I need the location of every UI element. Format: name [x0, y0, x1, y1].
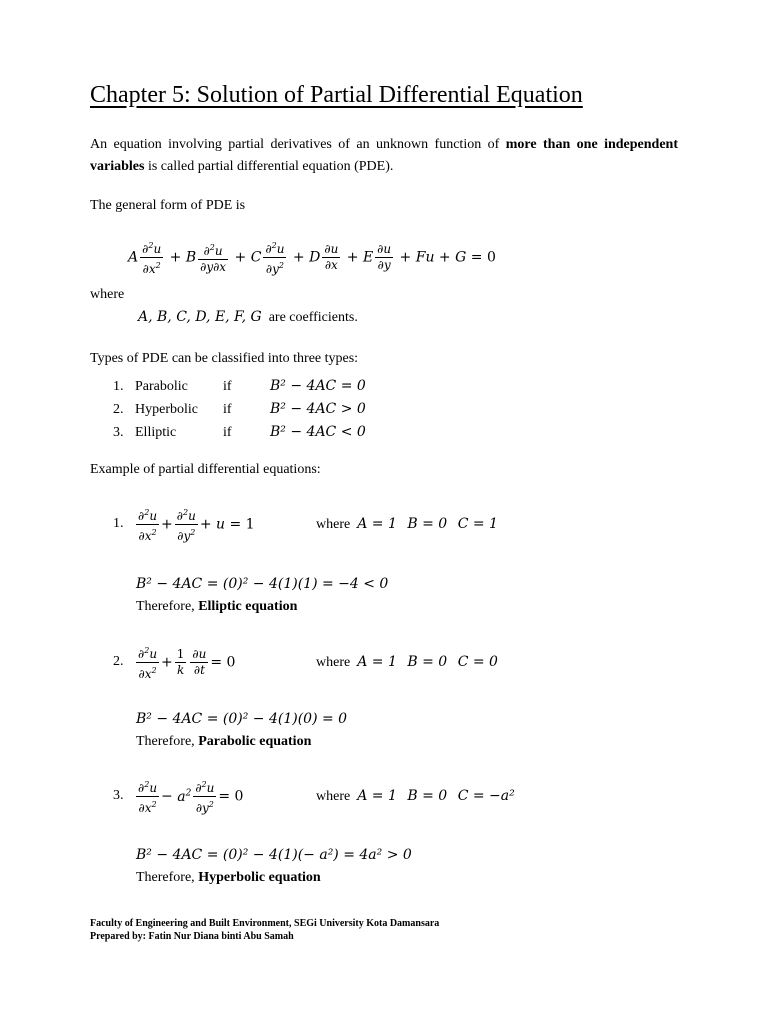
type-condition: B² − 4AC > 0	[270, 401, 366, 417]
general-form-equation: A $\frac{\partial^2u}{\partial x^2}$ + B $\frac{\partial^2u}{\partial y\partial x}$ + C $\frac{\partial^2u}{\partial y^2}$ + D $\frac{\partial u}{\partial x}$ + E $\frac{\partial u}{\partial y}$ + Fu + G = 0	[128, 238, 496, 277]
example-where: where A = 1 B = 0 C = 0	[316, 654, 498, 670]
examples-intro: Example of partial differential equations:	[90, 462, 321, 477]
example-equation: $\frac{\partial^2u}{\partial x^2}$ + $\frac{\partial^2u}{\partial y^2}$ + u = 1	[134, 505, 255, 544]
example-conclusion: Therefore, Hyperbolic equation	[136, 870, 321, 885]
footer-faculty: Faculty of Engineering and Built Environment, SEGi University Kota Damansara	[90, 918, 440, 929]
page-title: Chapter 5: Solution of Partial Differential Equation	[90, 82, 583, 108]
example-where: where A = 1 B = 0 C = 1	[316, 516, 498, 532]
intro-text: An equation involving partial derivatives of an unknown function of	[90, 137, 506, 152]
example-equation: $\frac{\partial^2u}{\partial x^2}$ + $\frac{1}{k}$ $\frac{\partial u}{\partial t}$ = 0	[134, 643, 235, 682]
example-discriminant: B² − 4AC = (0)² − 4(1)(1) = −4 < 0	[136, 576, 389, 592]
example-discriminant: B² − 4AC = (0)² − 4(1)(− a²) = 4a² > 0	[136, 847, 412, 863]
where-label: where	[90, 287, 125, 302]
example-where: where A = 1 B = 0 C = −a²	[316, 788, 515, 804]
intro-text-end: is called partial differential equation (PDE).	[144, 159, 394, 174]
footer-author: Prepared by: Fatin Nur Diana binti Abu Samah	[90, 931, 294, 942]
example-discriminant: B² − 4AC = (0)² − 4(1)(0) = 0	[136, 711, 348, 727]
example-number: 3.	[113, 788, 124, 803]
type-item: 1. Parabolic if B² − 4AC = 0	[113, 378, 366, 394]
example-conclusion: Therefore, Elliptic equation	[136, 599, 298, 614]
types-intro: Types of PDE can be classified into three types:	[90, 351, 359, 366]
example-equation: $\frac{\partial^2u}{\partial x^2}$ − $a^2$ $\frac{\partial^2u}{\partial y^2}$ = 0	[134, 777, 243, 816]
types-list	[113, 375, 366, 444]
general-form-label: The general form of PDE is	[90, 198, 246, 213]
type-item: 3. Elliptic if B² − 4AC < 0	[113, 424, 366, 440]
coefficients-line	[138, 309, 358, 326]
example-conclusion: Therefore, Parabolic equation	[136, 734, 312, 749]
coefficients-text: are coefficients.	[268, 310, 358, 325]
example-number: 1.	[113, 516, 124, 531]
type-condition: B² − 4AC < 0	[270, 424, 366, 440]
type-item: 2. Hyperbolic if B² − 4AC > 0	[113, 401, 366, 417]
coefficients-vars: A, B, C, D, E, F, G	[138, 309, 262, 325]
intro-paragraph	[90, 134, 678, 178]
type-condition: B² − 4AC = 0	[270, 378, 366, 394]
intro-bold-text: more than one independent variables	[90, 137, 678, 174]
example-number: 2.	[113, 654, 124, 669]
